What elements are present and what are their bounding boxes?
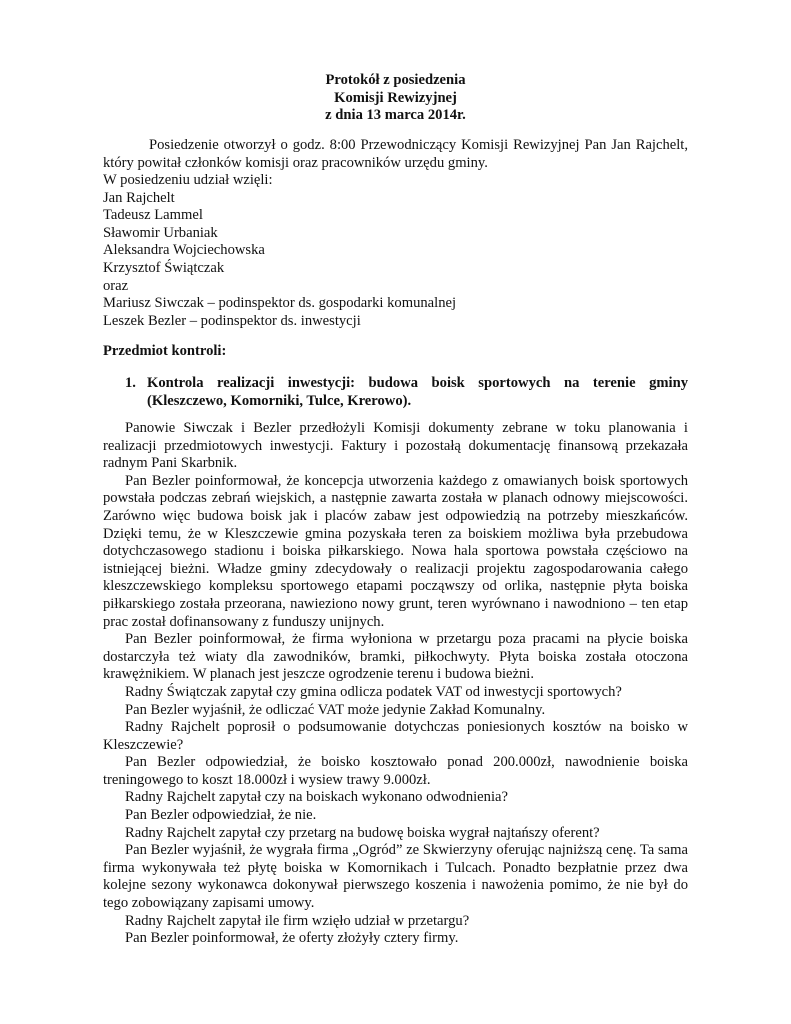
document-title	[0, 72, 791, 125]
paragraph: Pan Bezler wyjaśnił, że wygrała firma „Ogród” ze Skwierzyny oferując najniższą cenę. Ta sama firma wykonywała też płytę boiska w Komornikach i Tulcach. Ponadto bezpłatnie przez dwa kolejne sezony wykonawca dokonywał pierwszego koszenia i nawożenia pomimo, że nie był do tego zobowiązany zapisami umowy.	[103, 842, 688, 912]
opening-paragraph: Posiedzenie otworzył o godz. 8:00 Przewodniczący Komisji Rewizyjnej Pan Jan Rajchelt, który powitał członków komisji oraz pracowników urzędu gminy.	[103, 137, 688, 171]
minutes-body	[103, 420, 688, 948]
paragraph: Radny Rajchelt zapytał czy na boiskach wykonano odwodnienia?	[125, 789, 508, 806]
paragraph: Pan Bezler poinformował, że koncepcja utworzenia każdego z omawianych boisk sportowych powstała podczas zebrań wiejskich, a następnie zawarta została w planach odnowy miejscowości. Zarówno więc budowa boisk jak i placów zabaw jest odpowiedzią na potrzeby mieszkańców. Dzięki temu, że w Kleszczewie gmina pozyskała teren za boiskiem możliwa była przebudowa dotychczasowego stadionu i boiska piłkarskiego. Nowa hala sportowa powstała częściowo na istniejącej bieżni. Władze gminy zdecydowały o realizacji projektu zagospodarowania całego kleszczewskiego kompleksu sportowego etapami począwszy od orlika, następnie płyta boiska piłkarskiego została przeorana, nawieziono nowy grunt, teren wyrównano i nawodniono – ten etap prac został dofinansowany z funduszy unijnych.	[103, 472, 688, 630]
attendance-list	[103, 172, 688, 330]
member-name: Jan Rajchelt	[103, 189, 175, 206]
paragraph: Pan Bezler odpowiedział, że nie.	[125, 807, 317, 824]
paragraph: Panowie Siwczak i Bezler przedłożyli Komisji dokumenty zebrane w toku planowania i realizacji przedmiotowych inwestycji. Faktury i pozostałą dokumentację finansową przekazała radnym Pani Skarbnik.	[103, 420, 688, 472]
paragraph: Radny Rajchelt zapytał czy przetarg na budowę boiska wygrał najtańszy oferent?	[125, 824, 600, 841]
inspection-item	[125, 375, 688, 410]
paragraph: Pan Bezler poinformował, że firma wyłoniona w przetargu poza pracami na płycie boiska dostarczyła też wiaty dla zawodników, bramki, piłkochwyty. Płyta boiska została otoczona krawężnikiem. W planach jest jeszcze ogrodzenie terenu i budowa bieżni.	[103, 631, 688, 683]
paragraph: Pan Bezler poinformował, że oferty złożyły cztery firmy.	[125, 930, 459, 947]
member-name: Krzysztof Świątczak	[103, 259, 225, 276]
member-name: Tadeusz Lammel	[103, 207, 203, 224]
member-name: Sławomir Urbaniak	[103, 224, 218, 241]
item-number: 1.	[125, 375, 136, 391]
paragraph: Pan Bezler wyjaśnił, że odliczać VAT może jedynie Zakład Komunalny.	[125, 701, 546, 718]
title-line-3: z dnia 13 marca 2014r.	[325, 107, 466, 124]
paragraph: Radny Rajchelt zapytał ile firm wzięło udział w przetargu?	[125, 912, 470, 929]
attendance-intro: W posiedzeniu udział wzięli:	[103, 172, 273, 188]
item-text: Kontrola realizacji inwestycji: budowa boisk sportowych na terenie gminy (Kleszczewo, Komorniki, Tulce, Krerowo).	[147, 375, 688, 409]
oraz-word: oraz	[103, 277, 129, 294]
title-line-1: Protokół z posiedzenia	[325, 72, 466, 88]
paragraph: Radny Rajchelt poprosił o podsumowanie dotychczas poniesionych kosztów na boisko w Kleszczewie?	[103, 719, 688, 753]
subject-heading: Przedmiot kontroli:	[103, 343, 227, 359]
staff-member: Mariusz Siwczak – podinspektor ds. gospodarki komunalnej	[103, 295, 457, 312]
paragraph: Radny Świątczak zapytał czy gmina odlicza podatek VAT od inwestycji sportowych?	[125, 683, 622, 700]
member-name: Aleksandra Wojciechowska	[103, 242, 265, 259]
staff-member: Leszek Bezler – podinspektor ds. inwestycji	[103, 312, 361, 329]
title-line-2: Komisji Rewizyjnej	[334, 89, 457, 106]
paragraph: Pan Bezler odpowiedział, że boisko kosztowało ponad 200.000zł, nawodnienie boiska treningowego to koszt 18.000zł i wysiew trawy 9.000zł.	[103, 754, 688, 788]
